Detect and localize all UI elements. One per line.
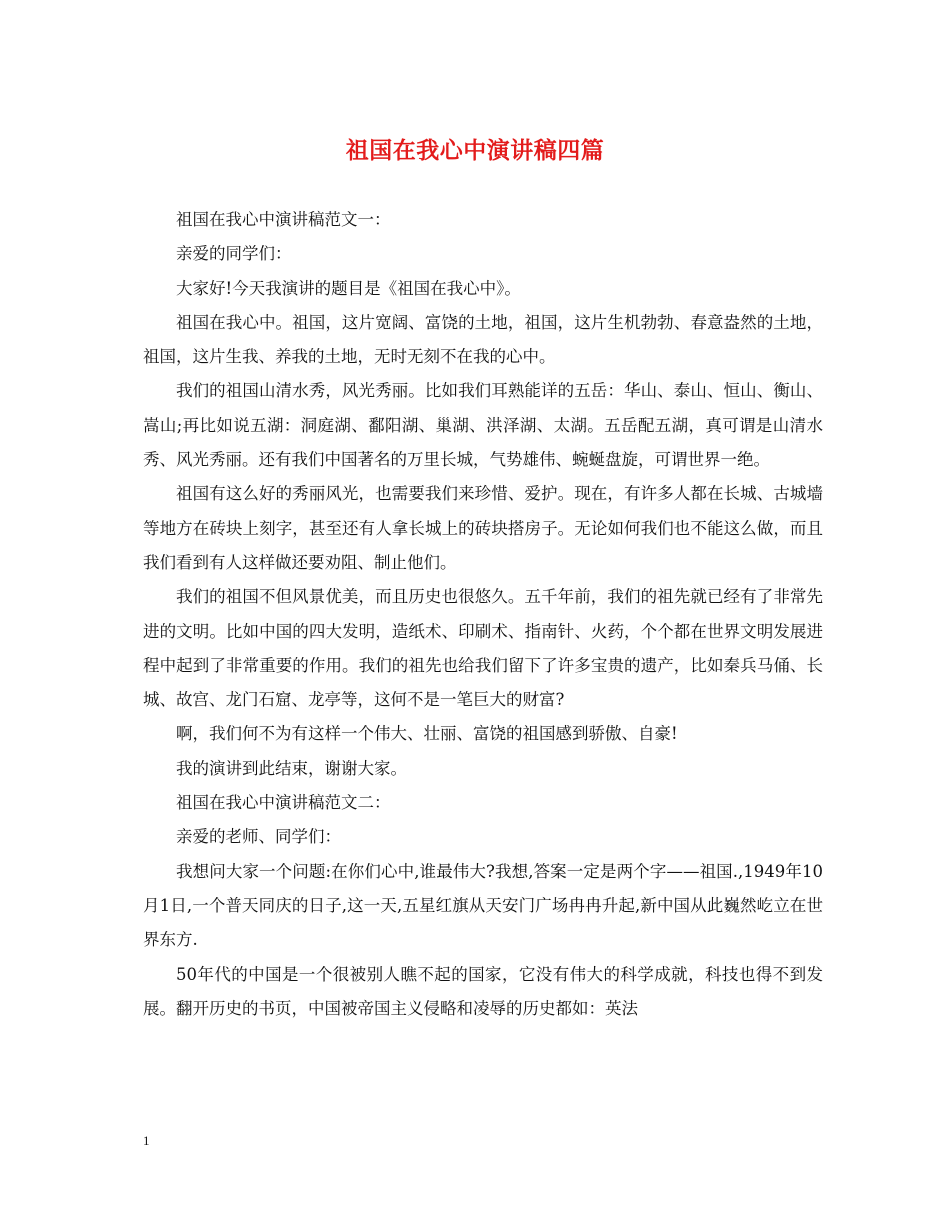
paragraph: 啊，我们何不为有这样一个伟大、壮丽、富饶的祖国感到骄傲、自豪! xyxy=(176,724,678,744)
paragraph: 我的演讲到此结束，谢谢大家。 xyxy=(176,758,407,778)
paragraph: 祖国在我心中演讲稿范文二： xyxy=(176,793,391,813)
paragraph: 亲爱的老师、同学们： xyxy=(176,827,341,847)
paragraph: 祖国在我心中。祖国，这片宽阔、富饶的土地，祖国，这片生机勃勃、春意盎然的土地，祖国，这片生我、养我的土地，无时无刻不在我的心中。 xyxy=(143,312,823,367)
paragraph: 我想问大家一个问题:在你们心中,谁最伟大?我想,答案一定是两个字——祖国.,1949年10月1日,一个普天同庆的日子,这一天,五星红旗从天安门广场冉冉升起,新中国从此巍然屹立在世界东方. xyxy=(143,861,823,950)
paragraph: 祖国有这么好的秀丽风光，也需要我们来珍惜、爱护。现在，有许多人都在长城、古城墙等地方在砖块上刻字，甚至还有人拿长城上的砖块搭房子。无论如何我们也不能这么做，而且我们看到有人这样做还要劝阻、制止他们。 xyxy=(143,484,823,572)
paragraph: 我们的祖国山清水秀，风光秀丽。比如我们耳熟能详的五岳：华山、泰山、恒山、衡山、嵩山;再比如说五湖：洞庭湖、鄱阳湖、巢湖、洪泽湖、太湖。五岳配五湖，真可谓是山清水秀、风光秀丽。还有我们中国著名的万里长城，气势雄伟、蜿蜒盘旋，可谓世界一绝。 xyxy=(143,381,823,470)
paragraph: 亲爱的同学们： xyxy=(176,244,292,264)
paragraph: 我们的祖国不但风景优美，而且历史也很悠久。五千年前，我们的祖先就已经有了非常先进的文明。比如中国的四大发明，造纸术、印刷术、指南针、火药，个个都在世界文明发展进程中起到了非常重要的作用。我们的祖先也给我们留下了许多宝贵的遗产，比如秦兵马俑、长城、故宫、龙门石窟、龙亭等，这何不是一笔巨大的财富? xyxy=(143,587,823,710)
page-number: 1 xyxy=(143,1133,150,1148)
document-title: 祖国在我心中演讲稿四篇 xyxy=(345,137,605,164)
document-body xyxy=(143,203,823,1026)
paragraph: 祖国在我心中演讲稿范文一： xyxy=(176,210,391,229)
paragraph: 大家好!今天我演讲的题目是《祖国在我心中》。 xyxy=(176,278,521,298)
paragraph: 50年代的中国是一个很被别人瞧不起的国家，它没有伟大的科学成就，科技也得不到发展。翻开历史的书页，中国被帝国主义侵略和凌辱的历史都如：英法 xyxy=(143,964,823,1018)
